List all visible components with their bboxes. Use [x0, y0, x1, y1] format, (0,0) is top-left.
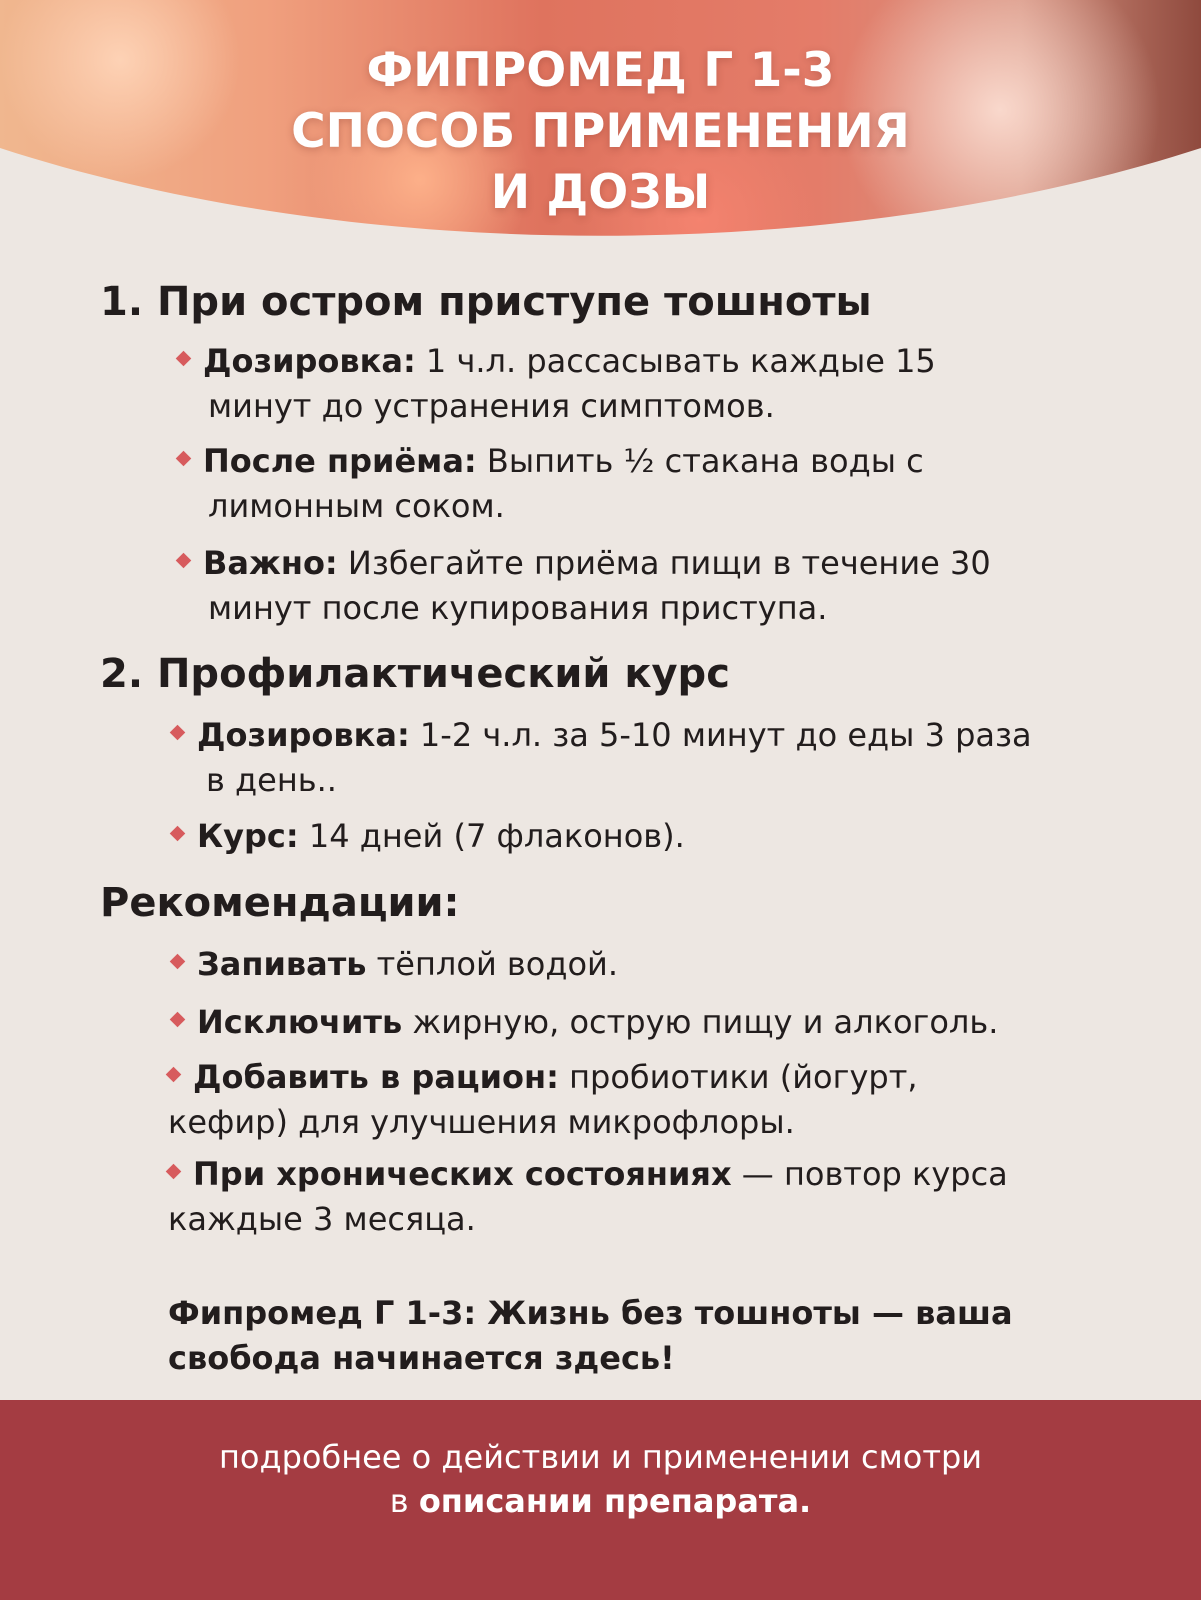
section-heading: Рекомендации:: [100, 880, 460, 926]
footer-line-2-prefix: в: [389, 1482, 409, 1520]
list-item: [172, 814, 1082, 859]
diamond-icon: [170, 826, 186, 842]
item-text: — повтор курса: [731, 1155, 1008, 1193]
item-text: тёплой водой.: [366, 945, 619, 983]
item-text-line-2: минут после купирования приступа.: [208, 589, 828, 627]
list-item: [178, 339, 1088, 429]
title-line-1: ФИПРОМЕД Г 1-3: [366, 43, 835, 98]
title-line-2: СПОСОБ ПРИМЕНЕНИЯ: [291, 104, 910, 159]
list-item: [178, 541, 1088, 631]
item-label: Дозировка:: [197, 716, 410, 754]
list-item: [172, 713, 1082, 803]
item-label: Дозировка:: [203, 342, 416, 380]
item-label: После приёма:: [203, 442, 477, 480]
footer-banner: [0, 1400, 1201, 1600]
diamond-icon: [166, 1164, 182, 1180]
tagline: [168, 1291, 1098, 1381]
item-text: 1 ч.л. рассасывать каждые 15: [415, 342, 936, 380]
item-text-line-2: каждые 3 месяца.: [168, 1200, 476, 1238]
item-text-line-2: минут до устранения симптомов.: [208, 387, 775, 425]
item-text: Выпить ½ стакана воды с: [476, 442, 924, 480]
item-text-line-2: лимонным соком.: [208, 487, 505, 525]
item-text: Избегайте приёма пищи в течение 30: [337, 544, 991, 582]
title-line-3: И ДОЗЫ: [490, 165, 711, 220]
tagline-line-1: Фипромед Г 1-3: Жизнь без тошноты — ваша: [168, 1294, 1013, 1332]
diamond-icon: [170, 954, 186, 970]
list-item: [172, 1000, 1082, 1045]
item-label: Запивать: [197, 945, 367, 983]
list-item: [178, 439, 1088, 529]
footer-line-1: подробнее о действии и применении смотри: [218, 1438, 983, 1476]
list-item: [168, 1152, 1078, 1242]
list-item: [168, 1055, 1078, 1145]
footer-line-2-bold: описании препарата.: [418, 1482, 812, 1520]
item-text: пробиотики (йогурт,: [558, 1058, 918, 1096]
item-text: жирную, острую пищу и алкоголь.: [402, 1003, 999, 1041]
diamond-icon: [170, 1012, 186, 1028]
diamond-icon: [166, 1067, 182, 1083]
section-heading: 1. При остром приступе тошноты: [100, 279, 872, 325]
tagline-line-2: свобода начинается здесь!: [168, 1339, 675, 1377]
item-label: При хронических состояниях: [193, 1155, 732, 1193]
diamond-icon: [170, 725, 186, 741]
item-text: 1-2 ч.л. за 5-10 минут до еды 3 раза: [409, 716, 1032, 754]
page-title: [0, 40, 1201, 223]
item-label: Исключить: [197, 1003, 403, 1041]
list-item: [172, 942, 1082, 987]
footer-line-2: [0, 1479, 1201, 1523]
diamond-icon: [176, 553, 192, 569]
item-text: 14 дней (7 флаконов).: [298, 817, 685, 855]
item-label: Курс:: [197, 817, 299, 855]
header-banner: [0, 0, 1201, 250]
diamond-icon: [176, 451, 192, 467]
section-heading: 2. Профилактический курс: [100, 651, 730, 697]
item-label: Добавить в рацион:: [193, 1058, 559, 1096]
item-label: Важно:: [203, 544, 338, 582]
diamond-icon: [176, 351, 192, 367]
item-text-line-2: кефир) для улучшения микрофлоры.: [168, 1103, 795, 1141]
item-text-line-2: в день..: [206, 761, 337, 799]
